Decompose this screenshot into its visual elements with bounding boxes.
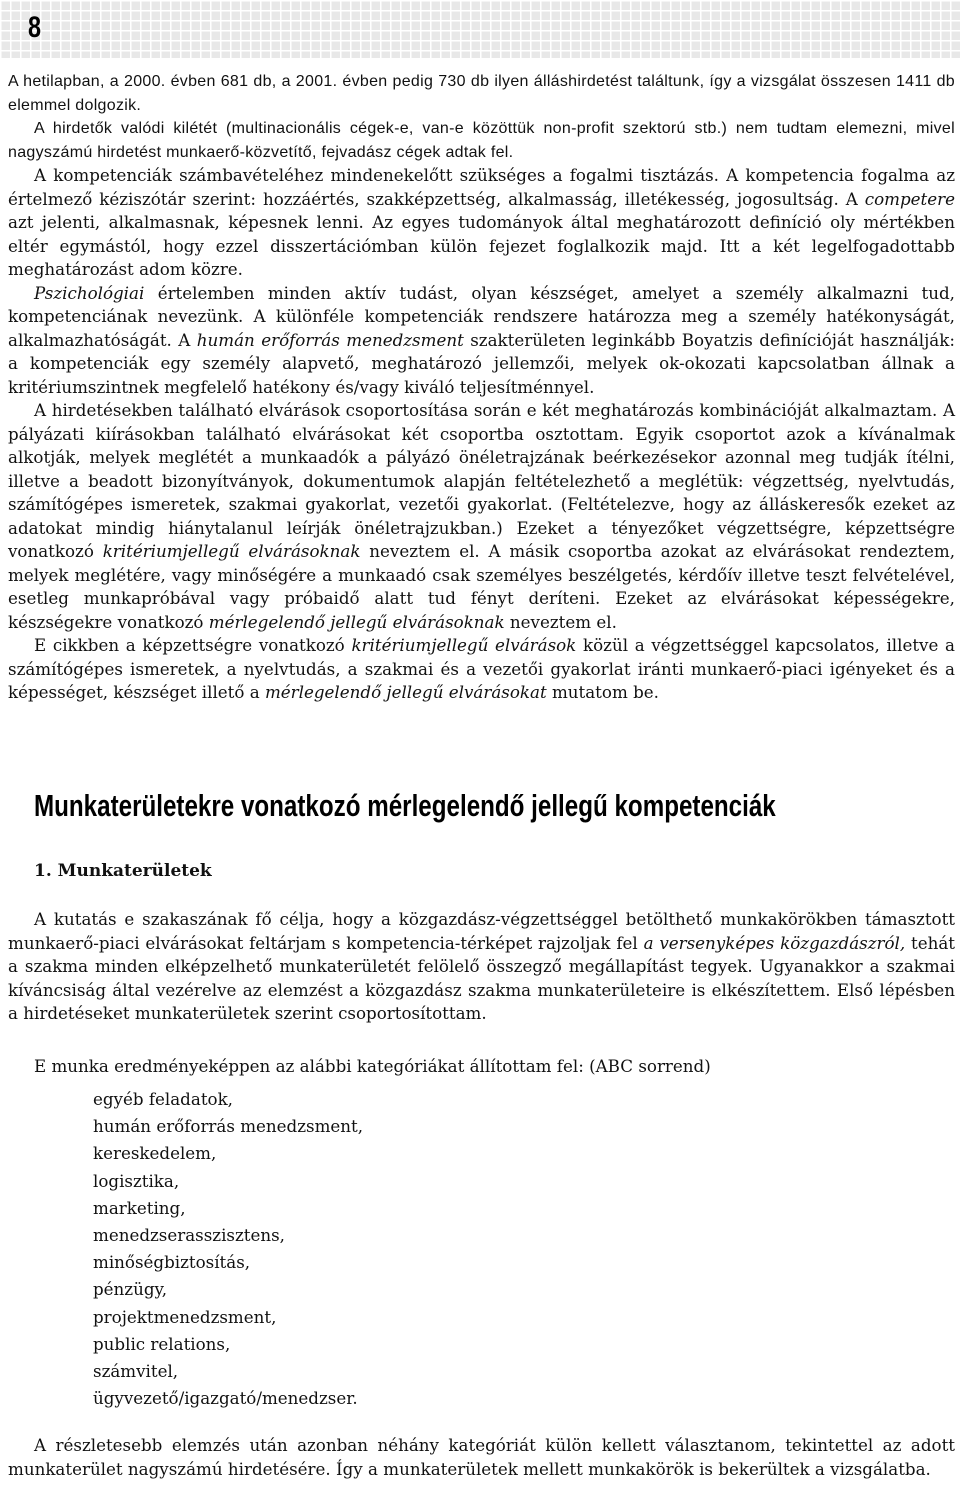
text-run: E cikkben a képzettségre vonatkozó (34, 635, 352, 655)
closing-text (8, 1434, 955, 1481)
list-item: projektmenedzsment, (93, 1306, 277, 1327)
intro-paragraph-5 (8, 399, 955, 634)
list-item: kereskedelem, (93, 1143, 217, 1164)
intro-paragraph-3 (8, 164, 955, 282)
intro-paragraph-1: A hetilapban, a 2000. évben 681 db, a 2001. évben pedig 730 db ilyen álláshirdetést találtunk, így a vizsgálat összesen 1411 db elemmel dolgozik. (8, 73, 955, 114)
list-item: menedzserasszisztens, (93, 1225, 285, 1246)
list-item: minőségbiztosítás, (93, 1252, 251, 1273)
italic-term-pszichologiai: Pszichológiai (34, 282, 145, 303)
text-run: tehát a szakma minden elképzelhető munkaterületét felölelő összegző megállapítást tegyek. Ugyanakkor a szakmai kíváncsiság által vezérelve az elemzést a közgazdász szakma munkaterületeire is elkészítettem. Első lépésben a hirdetéseket munkaterületek szerint csoportosítottam. (8, 932, 955, 1023)
text-run: azt jelenti, alkalmasnak, képesnek lenni. Az egyes tudományok által meghatározott definíció oly mértékben eltér egymástól, hogy ezzel disszertációmban külön fejezet foglalkozik majd. Itt a két legelfogadottabb meghatározást adom közre. (8, 212, 955, 279)
page-number: 8 (28, 11, 42, 44)
intro-paragraph-2: A hirdetők valódi kilétét (multinacionális cégek-e, van-e közöttük non-profit szektorú stb.) nem tudtam elemezni, mivel nagyszámú hirdetést munkaerő-közvetítő, fejvadász cégek adtak fel. (8, 120, 955, 161)
text-run: mutatom be. (546, 682, 659, 702)
intro-paragraph-4 (8, 282, 955, 400)
list-item: logisztika, (93, 1170, 180, 1191)
intro-paragraph-6 (8, 634, 955, 705)
page-header-bar (0, 0, 960, 58)
section-body (8, 908, 955, 1026)
category-list (93, 1086, 363, 1412)
italic-term-competere: competere (864, 188, 955, 209)
section-subtitle: 1. Munkaterületek (34, 861, 212, 881)
text-run: A kompetenciák számbavételéhez mindenekelőtt szükséges a fogalmi tisztázás. A kompetencia fogalma az értelmező kéziszótár szerint: hozzáértés, szakképzettség, alkalmasság, illetékesség, jogosultság. A (8, 165, 955, 209)
italic-term-kriteriumjellegu: kritériumjellegű elvárások (351, 635, 577, 655)
list-item: ügyvezető/igazgató/menedzser. (93, 1388, 358, 1409)
list-intro: E munka eredményeképpen az alábbi kategóriákat állítottam fel: (ABC sorrend) (34, 1056, 711, 1076)
list-item: humán erőforrás menedzsment, (93, 1116, 364, 1137)
section-title: Munkaterületekre vonatkozó mérlegelendő jellegű kompetenciák (34, 788, 776, 823)
list-item: egyéb feladatok, (93, 1089, 233, 1109)
intro-text (8, 70, 955, 705)
italic-term-human-eroforras: humán erőforrás menedzsment (196, 329, 464, 350)
italic-term-versenykepes: a versenyképes közgazdászról, (643, 932, 906, 953)
list-item: public relations, (93, 1333, 231, 1354)
text-run: A kutatás e szakaszának fő célja, hogy a közgazdász-végzettséggel betölthető munkakörökben támasztott munkaerő-piaci elvárásokat feltárjam s kompetencia-térképet rajzoljak fel (8, 909, 955, 953)
list-item: marketing, (93, 1197, 186, 1218)
text-run: A hirdetésekben található elvárások csoportosítása során e két meghatározás kombinációját alkalmaztam. A pályázati kiírásokban található elvárásokat két csoportba osztottam. Egyik csoportot azok a kívánalmak alkotják, melyek meglétét a munkaadók a pályázó önéletrajzának beérkezésekor azonnal meg tudják ítélni, illetve a beadott bizonyítványok, dokumentumok alapján feltételezhető a meglétük: végzettség, nyelvtudás, számítógépes ismeretek, szakmai gyakorlat, vezetői gyakorlat. (Feltételezve, hogy az álláskeresők ezeket az adatokat mindig hiánytalanul leírják önéletrajzukban.) Ezeket a tényezőket végzettségre, képzettségre vonatkozó (8, 400, 955, 561)
list-item: pénzügy, (93, 1279, 168, 1300)
italic-term-merlegelendo: mérlegelendő jellegű elvárásoknak (208, 611, 505, 632)
text-run: szakterületen leginkább Boyatzis definícióját használják: a kompetenciák egy személy alapvető, meghatározó jellemzői, melyek ok-okozati kapcsolatban állnak a kritériumszintnek megfelelő hatékony és/vagy kiváló teljesítménnyel. (8, 329, 955, 397)
text-run: értelemben minden aktív tudást, olyan készséget, amelyet a személy alkalmazni tud, kompetenciának nevezünk. A különféle kompetenciák rendszere határozza meg a személy hatékonyságát, alkalmazhatóságát. A (8, 282, 955, 350)
section-paragraph-1 (8, 908, 955, 1026)
closing-paragraph: A részletesebb elemzés után azonban néhány kategóriát külön kellett választanom, tekintettel az adott munkaterület nagyszámú hirdetésére. Így a munkaterületek mellett munkakörök is bekerültek a vizsgálatba. (8, 1435, 955, 1479)
list-item: számvitel, (93, 1361, 179, 1382)
text-run: neveztem el. A másik csoportba azokat az elvárásokat rendeztem, melyek meglétére, vagy minőségére a munkaadó csak személyes beszélgetés, kérdőív illetve teszt felvételével, esetleg munkapróbával vagy próbaidő alatt tud fényt deríteni. Ezeket az elvárásokat képességekre, készségekre vonatkozó (8, 541, 955, 632)
italic-term-kriteriumjellegu: kritériumjellegű elvárásoknak (102, 541, 361, 561)
italic-term-merlegelendo: mérlegelendő jellegű elvárásokat (264, 682, 547, 702)
text-run: közül a végzettséggel kapcsolatos, illetve a számítógépes ismeretek, a nyelvtudás, a szakmai és a vezetői gyakorlat iránti munkaerő-piaci igényeket és a képességet, készséget illető a (8, 635, 955, 702)
text-run: neveztem el. (504, 611, 617, 632)
